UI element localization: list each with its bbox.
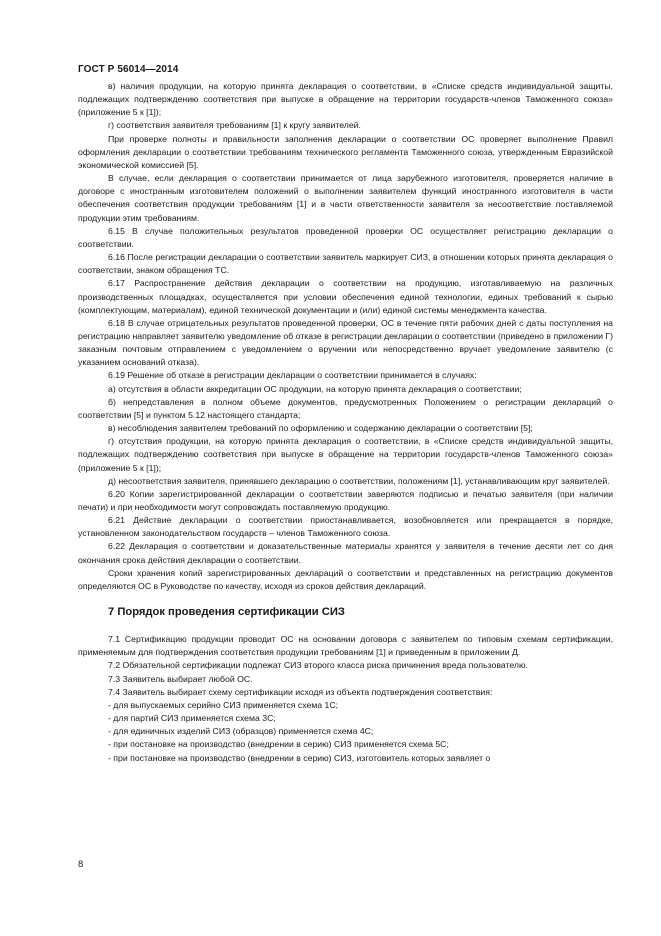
paragraph: в) несоблюдения заявителем требований по оформлению и содержанию декларации о соответствии [5]; [108, 423, 533, 434]
list-item: - для выпускаемых серийно СИЗ применяется схема 1С; [108, 699, 339, 710]
paragraph: 6.22 Декларация о соответствии и доказательственные материалы хранятся у заявителя в течение десяти лет со дня окончания срока действия декларации о соответствии. [78, 541, 613, 565]
paragraph: 7.1 Сертификацию продукции проводит ОС на основании договора с заявителем по типовым схемам сертификации, применяемым для подтверждения соответствия продукции требованиям [1] и приведенным в приложении Д. [78, 634, 613, 658]
paragraph: 6.18 В случае отрицательных результатов проведенной проверки, ОС в течение пяти рабочих дней с даты поступления на регистрацию направляет заявителю уведомление об отказе в регистрации декларации о соответствии (приведено в приложении Г) заказным почтовым отправлением с уведомлением о вручении или непосредственно вручает уведомление заявителю (с указанием оснований отказа). [78, 317, 613, 368]
paragraph: 7.3 Заявитель выбирает любой ОС. [108, 673, 253, 684]
paragraph: 6.20 Копии зарегистрированной декларации о соответствии заверяются подписью и печатью заявителя (при наличии печати) и при необходимости могут сопровождать поставляемую продукцию. [78, 488, 613, 512]
document-header: ГОСТ Р 56014—2014 [78, 64, 179, 75]
paragraph: 6.15 В случае положительных результатов проведенной проверки ОС осуществляет регистрацию декларации о соответствии. [78, 225, 613, 249]
paragraph: 6.17 Распространение действия декларации о соответствии на продукцию, изготавливаемую на различных производственных площадках, осуществляется при условии обеспечения единой технологии, единых требований к сырью (комплектующим, материалам), единой технической документации и (или) единой системы менеджмента качества. [78, 278, 613, 315]
paragraph: г) соответствия заявителя требованиям [1] к кругу заявителей. [108, 120, 361, 131]
section-heading: 7 Порядок проведения сертификации СИЗ [108, 606, 345, 619]
document-body [78, 80, 613, 765]
paragraph: 7.4 Заявитель выбирает схему сертификации исходя из объекта подтверждения соответствия: [108, 686, 493, 697]
list-item: - при постановке на производство (внедрении в серию) СИЗ применяется схема 5С; [108, 739, 449, 750]
paragraph: г) отсутствия продукции, на которую принята декларация о соответствии, в «Списке средств индивидуальной защиты, подлежащих подтверждению соответствия при выпуске в обращение на территории государств-членов Таможенного союза» (приложение 5 к [1]); [78, 436, 613, 473]
paragraph: в) наличия продукции, на которую принята декларация о соответствии, в «Списке средств индивидуальной защиты, подлежащих подтверждению соответствия при выпуске в обращение на территории государств-членов Таможенного союза» (приложение 5 к [1]); [78, 81, 613, 118]
paragraph: 6.19 Решение об отказе в регистрации декларации о соответствии принимается в случаях: [108, 370, 477, 381]
paragraph: 6.21 Действие декларации о соответствии приостанавливается, возобновляется или прекращается в порядке, установленном законодательством государств – членов Таможенного союза. [78, 515, 613, 539]
paragraph: В случае, если декларация о соответствии принимается от лица зарубежного изготовителя, проверяется наличие в договоре с иностранным изготовителем положений о выполнении заявителем функций иностранного изготовителя в части обеспечения соответствия продукции требованиям [1] и в части ответственности заявителя за несоответствие поставляемой продукции этим требованиям. [78, 173, 613, 223]
paragraph: а) отсутствия в области аккредитации ОС продукции, на которую принята декларация о соответствии; [108, 383, 522, 394]
list-item: - для единичных изделий СИЗ (образцов) применяется схема 4С; [108, 726, 374, 737]
paragraph: б) непредставления в полном объеме документов, предусмотренных Положением о регистрации деклараций о соответствии [5] и пунктом 5.12 настоящего стандарта; [78, 396, 613, 420]
paragraph: 6.16 После регистрации декларации о соответствии заявитель маркирует СИЗ, в отношении которых принята декларация о соответствии, знаком обращения ТС. [78, 252, 613, 276]
list-item: - для партий СИЗ применяется схема 3С; [108, 713, 276, 724]
paragraph: При проверке полноты и правильности заполнения декларации о соответствии ОС проверяет выполнение Правил оформления декларации о соответствии требованиям технического регламента Таможенного союза, утвержденным Евразийской экономической комиссией [5]. [78, 133, 613, 170]
paragraph: 7.2 Обязательной сертификации подлежат СИЗ второго класса риска причинения вреда пользователю. [108, 660, 528, 671]
list-item: - при постановке на производство (внедрении в серию) СИЗ, изготовитель которых заявляет о [108, 752, 491, 763]
page-number: 8 [78, 859, 84, 870]
paragraph: Сроки хранения копий зарегистрированных деклараций о соответствии и представленных на регистрацию документов определяются ОС в Руководстве по качеству, исходя из сроков действия деклараций. [78, 567, 613, 591]
paragraph: д) несоответствия заявителя, принявшего декларацию о соответствии, положениям [1], устанавливающим круг заявителей. [108, 475, 610, 486]
